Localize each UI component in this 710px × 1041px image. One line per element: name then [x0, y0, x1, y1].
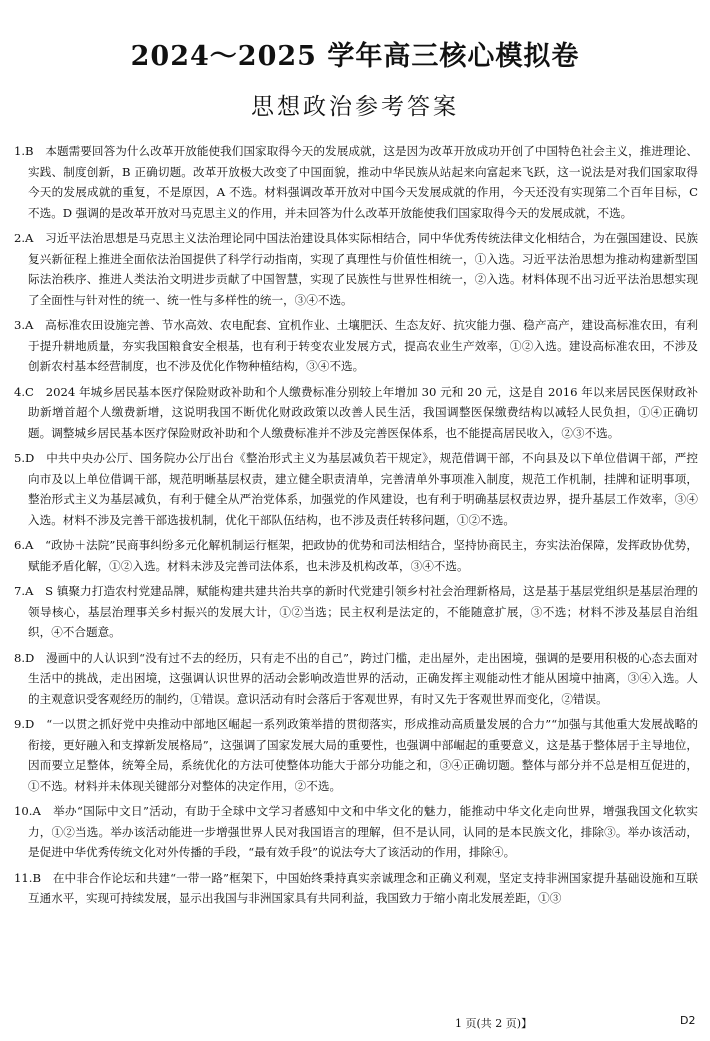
answer-item: [14, 581, 698, 643]
page-number: 1 页(共 2 页)】: [455, 1017, 533, 1030]
answer-item: [14, 714, 698, 796]
answer-text: “政协＋法院”民商事纠纷多元化解机制运行框架，把政协的优势和司法相结合，坚持协商民主，夯实法治保障，发挥政协优势，赋能矛盾化解，①②入选。材料未涉及完善司法体系，也未涉及机构改革，③④不选。: [28, 538, 698, 573]
answer-text: 中共中央办公厅、国务院办公厅出台《整治形式主义为基层减负若干规定》，规范借调干部，不向县及以下单位借调干部，严控向市及以上单位借调干部，规范明晰基层权责，建立健全职责清单，完善清单外事项准入制度，规范工作机制，挂牌和证明事项，整治形式主义为基层减负，有利于健全从严治党体系，加强党的作风建设，也有利于明确基层权责边界，提升基层工作效率，③④入选。材料不涉及完善干部选拔机制，优化干部队伍结构，也不涉及责任转移问题，①②不选。: [28, 451, 698, 527]
answer-item: [14, 868, 698, 909]
document-title: 2024～2025 学年高三核心模拟卷: [130, 41, 580, 72]
answer-number: 1.B: [14, 144, 34, 158]
answer-item: [14, 141, 698, 223]
answer-item: [14, 448, 698, 530]
answer-item: [14, 228, 698, 310]
answer-text: 本题需要回答为什么改革开放能使我们国家取得今天的发展成就，这是因为改革开放成功开创了中国特色社会主义，推进理论、实践、制度创新，B 正确切题。改革开放极大改变了中国面貌，推动中华民族从站起来向富起来飞跃，这一说法是对我们国家取得今天的发展成就的重复，不是原因，A 不选。材料强调改革开放对中国今天发展成就的作用，今天还没有实现第二个百年目标，C 不选。D 强调的是改革开放对马克思主义的作用，并未回答为什么改革开放能使我们国家取得今天的发展成就，不选。: [28, 144, 698, 220]
answer-list: [14, 141, 698, 914]
answer-text: 漫画中的人认识到“没有过不去的经历，只有走不出的自己”，跨过门槛，走出屋外，走出困境，强调的是要用积极的心态去面对生活中的挑战，走出困境，这强调认识世界的活动会影响改造世界的活动，正确发挥主观能动性才能从困境中抽离，③④入选。人的主观意识受客观经历的制约，①错误。意识活动有时会落后于客观世界，有时又先于客观世界而变化，②错误。: [28, 650, 698, 706]
answer-number: 7.A: [14, 584, 34, 598]
document-subtitle: 思想政治参考答案: [251, 94, 459, 120]
answer-number: 4.C: [14, 384, 34, 399]
answer-text: 习近平法治思想是马克思主义法治理论同中国法治建设具体实际相结合，同中华优秀传统法律文化相结合，为在强国建设、民族复兴新征程上推进全面依法治国提供了科学行动指南，实现了真理性与价值性相统一，①入选。习近平法治思想为推动构建新型国际法治秩序、推进人类法治文明进步贡献了中国智慧，实现了民族性与世界性相统一，②入选。材料体现不出习近平法治思想实现了全面性与针对性的统一、统一性与多样性的统一，③④不选。: [28, 231, 698, 307]
answer-number: 10.A: [14, 804, 41, 818]
answer-number: 9.D: [14, 717, 35, 731]
answer-item: [14, 382, 698, 444]
answer-text: 高标准农田设施完善、节水高效、农电配套、宜机作业、土壤肥沃、生态友好、抗灾能力强、稳产高产，建设高标准农田，有利于提升耕地质量，夯实我国粮食安全根基，也有利于转变农业发展方式，提高农业生产效率，①②入选。建设高标准农田，不涉及创新农村基本经营制度，也不涉及优化作物种植结构，③④不选。: [28, 318, 698, 373]
answer-item: [14, 648, 698, 710]
answer-item: [14, 315, 698, 377]
answer-number: 8.D: [14, 650, 35, 665]
answer-number: 3.A: [14, 318, 34, 332]
answer-number: 5.D: [14, 451, 35, 465]
document-code: D2: [680, 1014, 696, 1027]
answer-number: 6.A: [14, 538, 34, 552]
answer-number: 11.B: [14, 870, 41, 885]
answer-item: [14, 801, 698, 863]
answer-text: 2024 年城乡居民基本医疗保险财政补助和个人缴费标准分别较上年增加 30 元和 20 元，这是自 2016 年以来居民医保财政补助新增首超个人缴费新增，这说明我国不断优化财政政策以改善人民生活，我国调整医保缴费结构以减轻人民负担，①④正确切题。调整城乡居民基本医疗保险财政补助和个人缴费标准并不涉及完善医保体系，也不能提高居民收入，②③不选。: [28, 384, 698, 440]
answer-text: 在中非合作论坛和共建“一带一路”框架下，中国始终秉持真实亲诚理念和正确义利观，坚定支持非洲国家提升基础设施和互联互通水平，实现可持续发展，显示出我国与非洲国家具有共同利益，我国致力于缩小南北发展差距，①③: [28, 870, 698, 905]
answer-text: “一以贯之抓好党中央推动中部地区崛起一系列政策举措的贯彻落实，形成推动高质量发展的合力”“加强与其他重大发展战略的衔接，更好融入和支撑新发展格局”，这强调了国家发展大局的重要性，也强调中部崛起的重要意义，这是基于整体居于主导地位，因而要立足整体，统筹全局，系统优化的方法可使整体功能大于部分功能之和，③④正确切题。整体与部分并不总是相互促进的，①不选。材料并未体现关键部分对整体的决定作用，②不选。: [28, 717, 698, 793]
answer-item: [14, 535, 698, 576]
answer-text: 举办“国际中文日”活动，有助于全球中文学习者感知中文和中华文化的魅力，能推动中华文化走向世界，增强我国文化软实力，①②当选。举办该活动能进一步增强世界人民对我国语言的理解，但不是认同，认同的是本民族文化，排除③。举办该活动，是促进中华优秀传统文化对外传播的手段，“最有效手段”的说法夸大了该活动的作用，排除④。: [28, 804, 698, 859]
answer-text: S 镇聚力打造农村党建品牌，赋能构建共建共治共享的新时代党建引领乡村社会治理新格局，这是基于基层党组织是基层治理的领导核心，基层治理事关乡村振兴的发展大计，①②当选；民主权利是法定的，不能随意扩展，③不选；材料不涉及基层自治组织，④不合题意。: [28, 584, 698, 639]
answer-number: 2.A: [14, 231, 34, 245]
